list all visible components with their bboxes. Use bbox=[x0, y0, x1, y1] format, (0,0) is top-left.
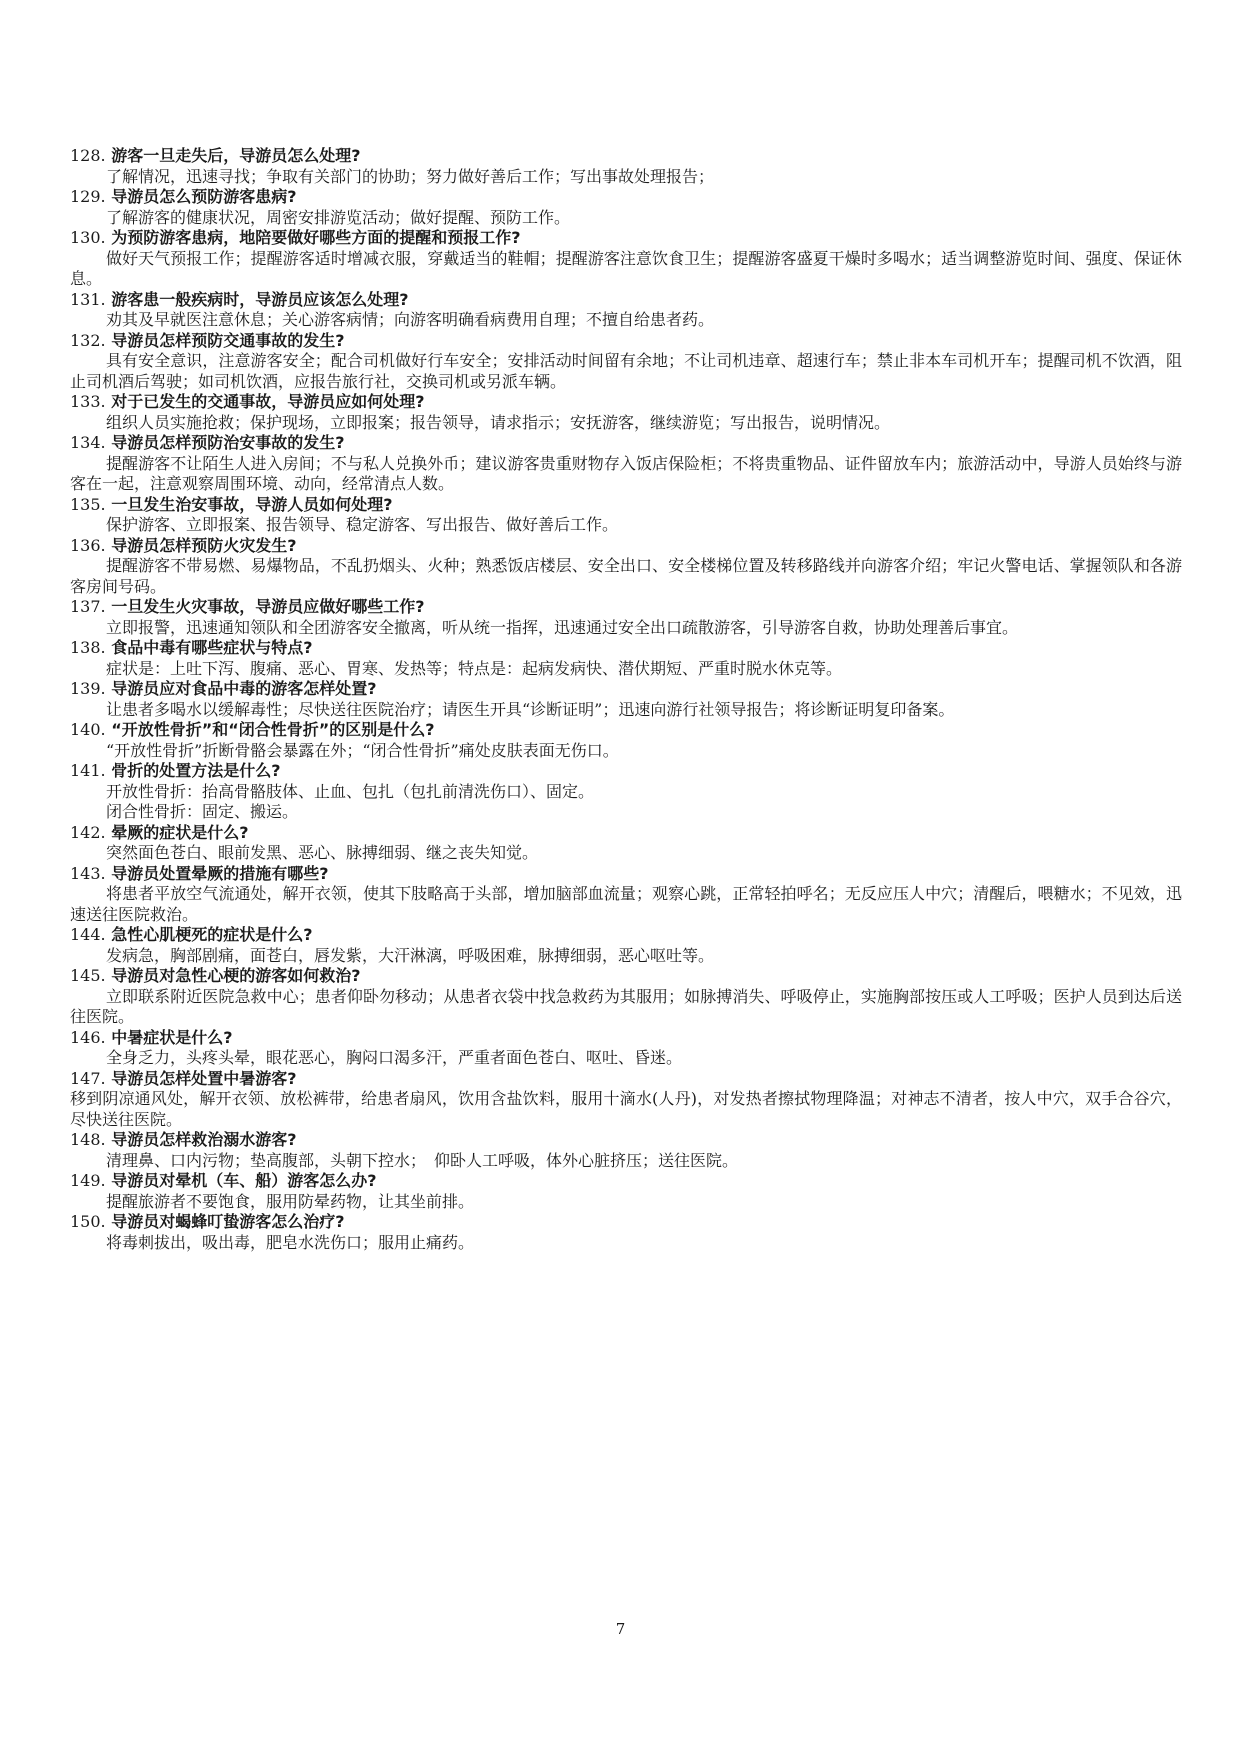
question-number: 144. bbox=[70, 925, 106, 944]
qa-item bbox=[70, 761, 1182, 823]
question-text: 导游员怎样救治溺水游客? bbox=[111, 1130, 297, 1149]
question-number: 131. bbox=[70, 289, 106, 309]
question bbox=[70, 146, 1182, 167]
question-number: 140. bbox=[70, 720, 106, 739]
question-number: 149. bbox=[70, 1171, 106, 1190]
question-text: 中暑症状是什么? bbox=[111, 1027, 233, 1047]
qa-item bbox=[70, 187, 1182, 228]
qa-item bbox=[70, 966, 1182, 1028]
answer-text: 清理鼻、口内污物；垫高腹部，头朝下控水； 仰卧人工呼吸，体外心脏挤压；送往医院。 bbox=[106, 1150, 739, 1170]
qa-item bbox=[70, 823, 1182, 864]
question-number: 143. bbox=[70, 863, 106, 883]
question bbox=[70, 864, 1182, 885]
question bbox=[70, 679, 1182, 700]
question-number: 150. bbox=[70, 1212, 106, 1231]
answer-text: 发病急，胸部剧痛，面苍白，唇发紫，大汗淋漓，呼吸困难，脉搏细弱，恶心呕吐等。 bbox=[106, 945, 715, 965]
question-number: 135. bbox=[70, 494, 106, 514]
qa-item bbox=[70, 597, 1182, 638]
qa-item bbox=[70, 536, 1182, 598]
question bbox=[70, 536, 1182, 557]
question-text: 对于已发生的交通事故，导游员应如何处理? bbox=[111, 392, 425, 411]
question-number: 146. bbox=[70, 1027, 106, 1047]
question-number: 147. bbox=[70, 1068, 106, 1088]
qa-item bbox=[70, 228, 1182, 290]
answer-text: 了解游客的健康状况，周密安排游览活动；做好提醒、预防工作。 bbox=[106, 207, 571, 227]
question bbox=[70, 966, 1182, 987]
question bbox=[70, 1171, 1182, 1192]
question-number: 148. bbox=[70, 1130, 106, 1149]
question-text: 急性心肌梗死的症状是什么? bbox=[111, 925, 313, 944]
question-text: 食品中毒有哪些症状与特点? bbox=[111, 638, 313, 657]
answer-text: 全身乏力，头疼头晕，眼花恶心，胸闷口渴多汗，严重者面色苍白、呕吐、昏迷。 bbox=[106, 1048, 683, 1067]
answer-text: 保护游客、立即报案、报告领导、稳定游客、写出报告、做好善后工作。 bbox=[106, 515, 619, 534]
question-text: 晕厥的症状是什么? bbox=[111, 822, 249, 842]
question bbox=[70, 720, 1182, 741]
question-text: 导游员怎样预防治安事故的发生? bbox=[111, 433, 345, 452]
question-text: 游客一旦走失后，导游员怎么处理? bbox=[111, 146, 361, 165]
question-text: 导游员应对食品中毒的游客怎样处置? bbox=[111, 679, 377, 698]
question bbox=[70, 1028, 1182, 1049]
answer-text: 提醒游客不带易燃、易爆物品，不乱扔烟头、火种；熟悉饭店楼层、安全出口、安全楼梯位置及转移路线并向游客介绍；牢记火警电话、掌握领队和各游客房间号码。 bbox=[70, 556, 1182, 596]
qa-item bbox=[70, 679, 1182, 720]
question-number: 134. bbox=[70, 433, 106, 452]
document-body bbox=[70, 146, 1182, 1253]
question-number: 137. bbox=[70, 597, 106, 616]
qa-item bbox=[70, 495, 1182, 536]
qa-item bbox=[70, 146, 1182, 187]
question-number: 142. bbox=[70, 822, 106, 842]
question bbox=[70, 433, 1182, 454]
qa-item bbox=[70, 925, 1182, 966]
question-text: “开放性骨折”和“闭合性骨折”的区别是什么? bbox=[111, 720, 435, 739]
question-number: 133. bbox=[70, 392, 106, 411]
answer-text: “开放性骨折”折断骨骼会暴露在外；“闭合性骨折”痛处皮肤表面无伤口。 bbox=[106, 740, 619, 760]
question-text: 导游员处置晕厥的措施有哪些? bbox=[111, 863, 329, 883]
question bbox=[70, 495, 1182, 516]
question-number: 128. bbox=[70, 146, 106, 165]
answer-text: 将毒刺拔出，吸出毒，肥皂水洗伤口；服用止痛药。 bbox=[106, 1232, 475, 1252]
question-text: 导游员怎样预防交通事故的发生? bbox=[111, 330, 345, 350]
question-text: 一旦发生治安事故，导游人员如何处理? bbox=[111, 494, 393, 514]
qa-item bbox=[70, 433, 1182, 495]
question bbox=[70, 331, 1182, 352]
answer-text: 闭合性骨折：固定、搬运。 bbox=[106, 802, 299, 821]
question bbox=[70, 761, 1182, 782]
answer-text: 立即联系附近医院急救中心；患者仰卧勿移动；从患者衣袋中找急救药为其服用；如脉搏消失、呼吸停止，实施胸部按压或人工呼吸；医护人员到达后送往医院。 bbox=[70, 986, 1182, 1026]
answer-text: 让患者多喝水以缓解毒性；尽快送往医院治疗；请医生开具“诊断证明”；迅速向游行社领导报告；将诊断证明复印备案。 bbox=[106, 699, 955, 719]
answer-text: 提醒旅游者不要饱食，服用防晕药物，让其坐前排。 bbox=[106, 1191, 475, 1211]
question-text: 游客患一般疾病时，导游员应该怎么处理? bbox=[111, 289, 409, 309]
question-number: 130. bbox=[70, 228, 106, 247]
question-text: 一旦发生火灾事故，导游员应做好哪些工作? bbox=[111, 597, 425, 616]
question-text: 为预防游客患病，地陪要做好哪些方面的提醒和预报工作? bbox=[111, 228, 521, 247]
answer-text: 做好天气预报工作；提醒游客适时增减衣服，穿戴适当的鞋帽；提醒游客注意饮食卫生；提醒游客盛夏干燥时多喝水；适当调整游览时间、强度、保证休息。 bbox=[70, 248, 1182, 288]
question bbox=[70, 290, 1182, 311]
answer-text: 症状是：上吐下泻、腹痛、恶心、胃寒、发热等；特点是：起病发病快、潜伏期短、严重时脱水休克等。 bbox=[106, 658, 843, 678]
question-number: 138. bbox=[70, 638, 106, 657]
question-number: 141. bbox=[70, 761, 106, 780]
question-text: 导游员对晕机（车、船）游客怎么办? bbox=[111, 1171, 377, 1190]
question-text: 导游员怎样预防火灾发生? bbox=[111, 535, 297, 555]
answer-text: 提醒游客不让陌生人进入房间；不与私人兑换外币；建议游客贵重财物存入饭店保险柜；不将贵重物品、证件留放车内；旅游活动中，导游人员始终与游客在一起，注意观察周围环境、动向，经常清点人数。 bbox=[70, 453, 1182, 493]
question bbox=[70, 228, 1182, 249]
question bbox=[70, 1212, 1182, 1233]
question-number: 136. bbox=[70, 535, 106, 555]
answer-text: 开放性骨折：抬高骨骼肢体、止血、包扎（包扎前清洗伤口）、固定。 bbox=[106, 781, 595, 801]
question-text: 导游员对急性心梗的游客如何救治? bbox=[111, 966, 361, 985]
answer-text: 突然面色苍白、眼前发黑、恶心、脉搏细弱、继之丧失知觉。 bbox=[106, 843, 539, 862]
qa-item bbox=[70, 1212, 1182, 1253]
answer-text: 立即报警，迅速通知领队和全团游客安全撤离，听从统一指挥，迅速通过安全出口疏散游客，引导游客自救，协助处理善后事宜。 bbox=[106, 617, 1019, 637]
answer-text: 移到阴凉通风处，解开衣领、放松裤带，给患者扇风，饮用含盐饮料，服用十滴水(人丹)，对发热者擦拭物理降温；对神志不清者，按人中穴，双手合谷穴，尽快送往医院。 bbox=[70, 1089, 1182, 1129]
qa-item bbox=[70, 1028, 1182, 1069]
question-text: 骨折的处置方法是什么? bbox=[111, 761, 281, 780]
question-text: 导游员怎样处置中暑游客? bbox=[111, 1068, 297, 1088]
question bbox=[70, 187, 1182, 208]
qa-item bbox=[70, 1130, 1182, 1171]
page-number: 7 bbox=[615, 1620, 626, 1638]
qa-item bbox=[70, 392, 1182, 433]
qa-item bbox=[70, 331, 1182, 393]
answer-text: 具有安全意识，注意游客安全；配合司机做好行车安全；安排活动时间留有余地；不让司机违章、超速行车；禁止非本车司机开车；提醒司机不饮酒，阻止司机酒后驾驶；如司机饮酒，应报告旅行社，交换司机或另派车辆。 bbox=[70, 351, 1182, 391]
question-number: 139. bbox=[70, 679, 106, 698]
question-number: 145. bbox=[70, 966, 106, 985]
question bbox=[70, 1130, 1182, 1151]
question bbox=[70, 925, 1182, 946]
question bbox=[70, 1069, 1182, 1090]
question-number: 132. bbox=[70, 330, 106, 350]
question bbox=[70, 823, 1182, 844]
qa-item bbox=[70, 1069, 1182, 1131]
question-text: 导游员怎么预防游客患病? bbox=[111, 187, 297, 206]
question bbox=[70, 392, 1182, 413]
qa-item bbox=[70, 1171, 1182, 1212]
qa-item bbox=[70, 864, 1182, 926]
question bbox=[70, 597, 1182, 618]
answer-text: 劝其及早就医注意休息；关心游客病情；向游客明确看病费用自理；不擅自给患者药。 bbox=[106, 310, 715, 329]
answer-text: 组织人员实施抢救；保护现场，立即报案；报告领导，请求指示；安抚游客，继续游览；写出报告，说明情况。 bbox=[106, 412, 891, 432]
answer-text: 了解情况，迅速寻找；争取有关部门的协助；努力做好善后工作；写出事故处理报告； bbox=[106, 166, 715, 186]
qa-item bbox=[70, 290, 1182, 331]
question-number: 129. bbox=[70, 187, 106, 206]
question bbox=[70, 638, 1182, 659]
qa-item bbox=[70, 720, 1182, 761]
question-text: 导游员对蝎蜂叮蛰游客怎么治疗? bbox=[111, 1212, 345, 1231]
qa-item bbox=[70, 638, 1182, 679]
answer-text: 将患者平放空气流通处，解开衣领，使其下肢略高于头部，增加脑部血流量；观察心跳，正常轻拍呼名；无反应压人中穴；清醒后，喂糖水；不见效，迅速送往医院救治。 bbox=[70, 884, 1182, 924]
